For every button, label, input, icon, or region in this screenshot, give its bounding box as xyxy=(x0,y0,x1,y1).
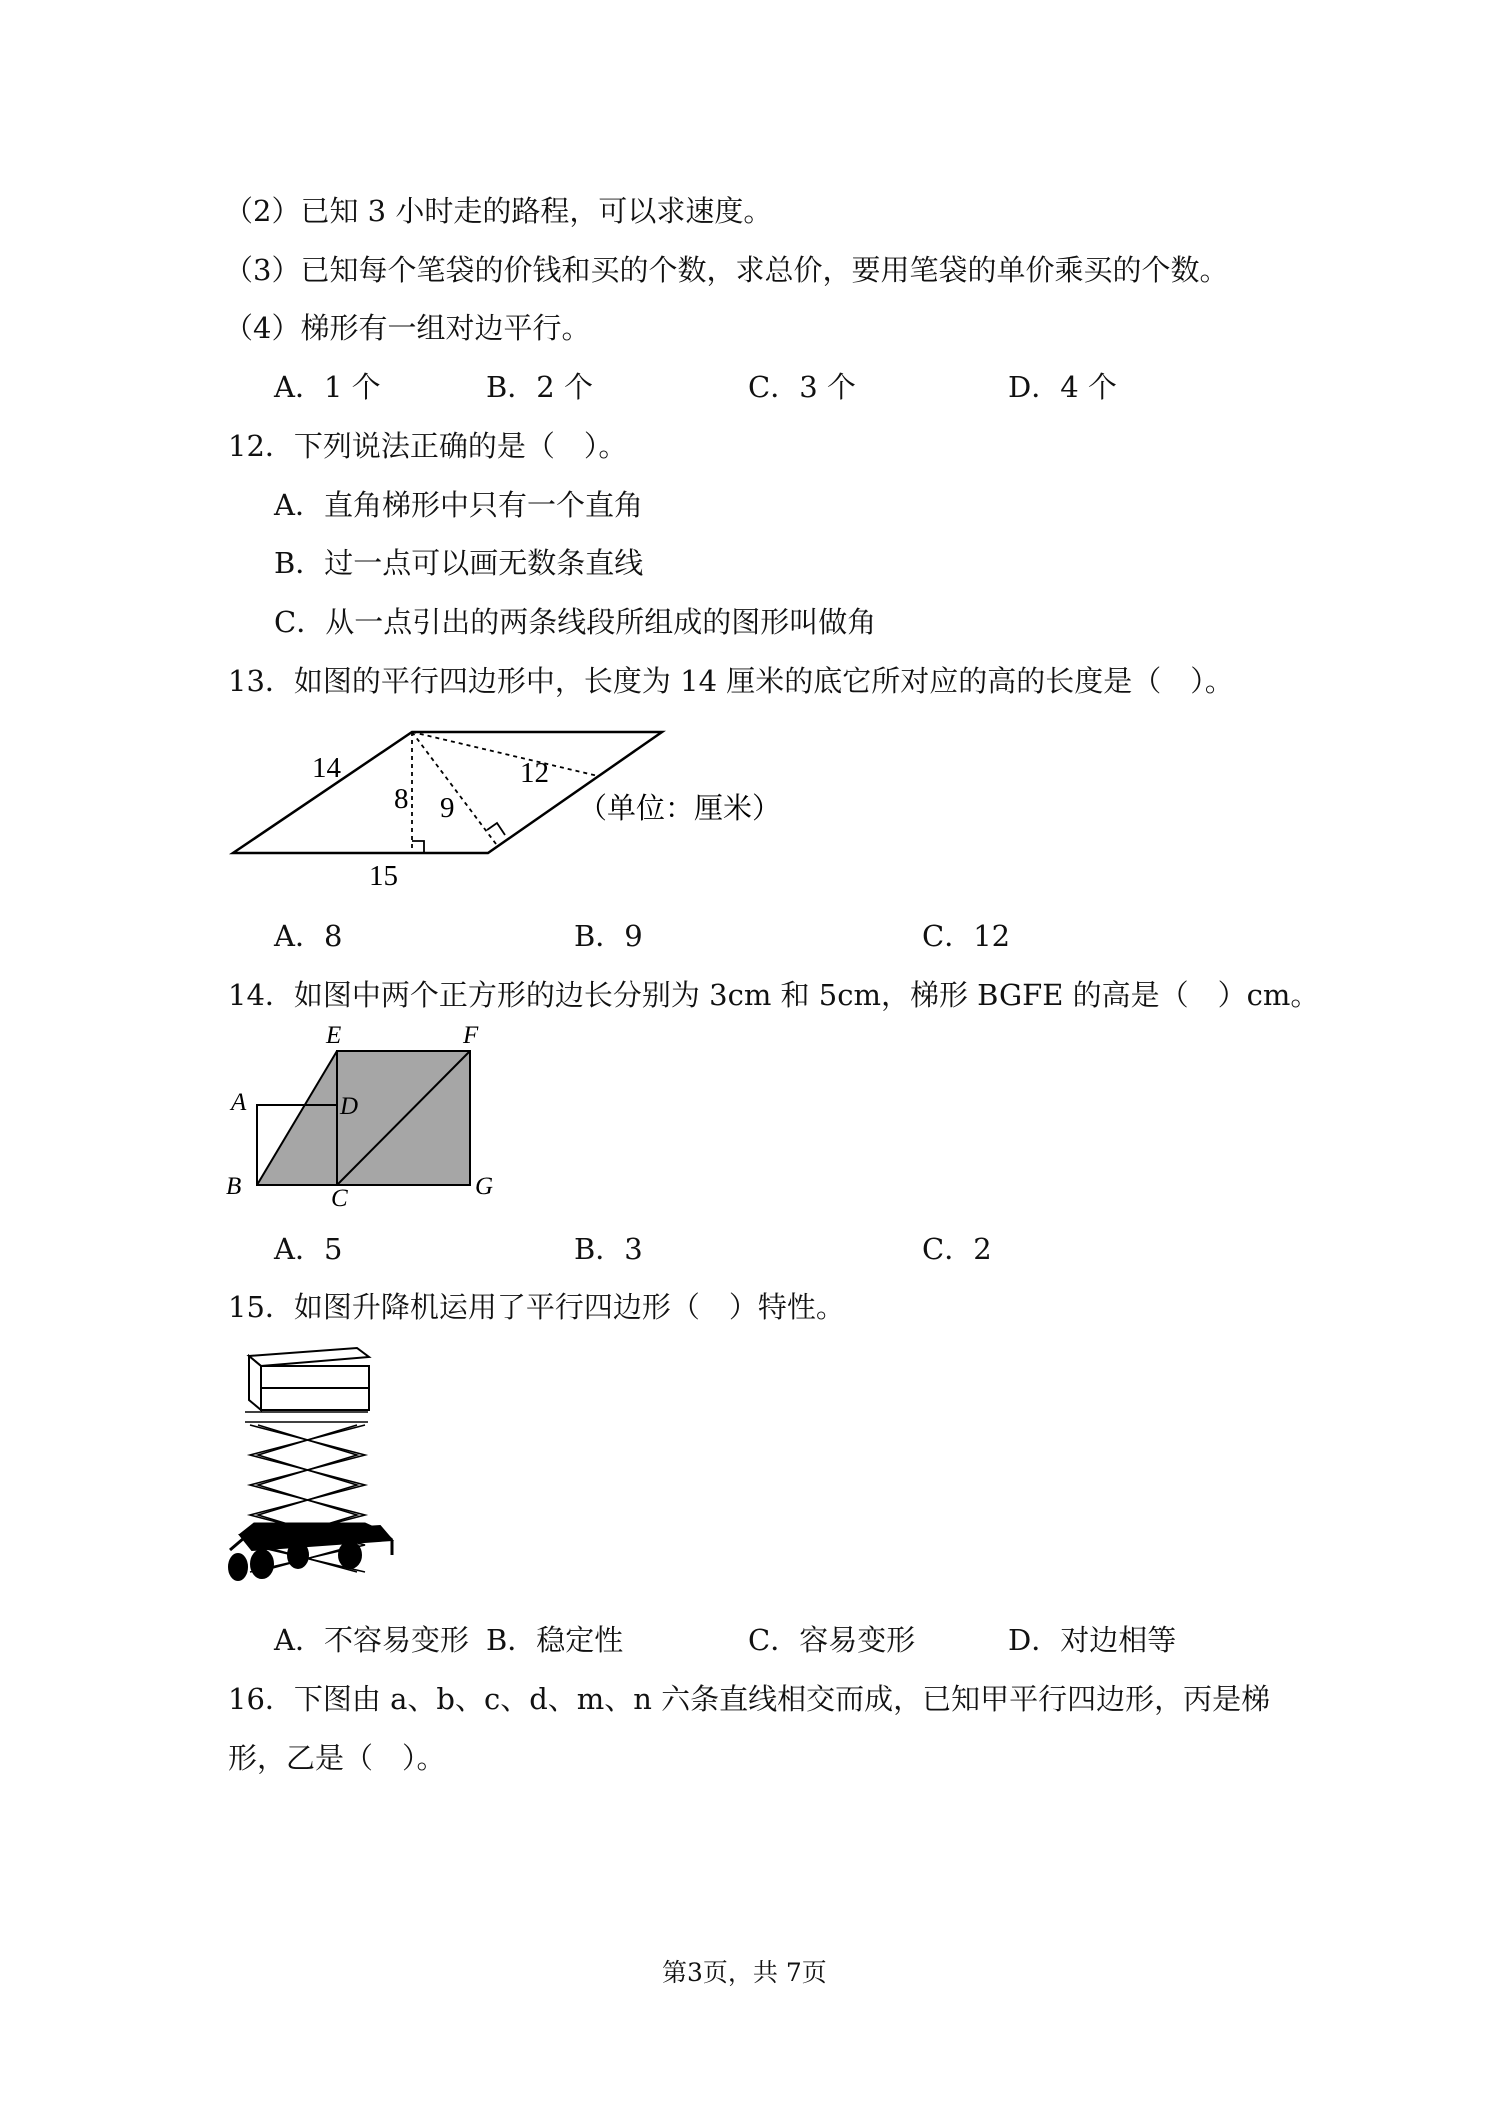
page-footer: 第3页，共 7页 xyxy=(662,1958,827,1987)
q16-stem-line1: 16．下图由 a、b、c、d、m、n 六条直线相交而成，已知甲平行四边形，丙是梯 xyxy=(228,1682,1271,1716)
q13-stem: 13．如图的平行四边形中，长度为 14 厘米的底它所对应的高的长度是（ ）。 xyxy=(228,664,1234,698)
q11-option-d: D．4 个 xyxy=(1008,370,1117,404)
q13-side-label: 14 xyxy=(312,752,341,784)
q16-stem-line2: 形，乙是（ ）。 xyxy=(228,1741,446,1775)
q15-option-b: B．稳定性 xyxy=(486,1623,624,1657)
q14-point-c: C xyxy=(331,1185,348,1212)
q15-option-a: A．不容易变形 xyxy=(274,1623,469,1657)
q14-point-f: F xyxy=(463,1022,479,1049)
q14-option-a: A．5 xyxy=(274,1232,343,1266)
q11-option-b: B．2 个 xyxy=(486,370,593,404)
q13-option-a: A．8 xyxy=(274,919,343,953)
q12-stem: 12．下列说法正确的是（ ）。 xyxy=(228,429,628,463)
q12-option-b: B．过一点可以画无数条直线 xyxy=(274,546,644,580)
q14-point-b: B xyxy=(226,1173,242,1200)
q13-unit-label: （单位：厘米） xyxy=(578,791,782,825)
q13-base-label: 15 xyxy=(369,860,398,892)
q11-option-c: C．3 个 xyxy=(748,370,856,404)
q14-point-g: G xyxy=(475,1173,494,1200)
q11-item-2: （2）已知 3 小时走的路程，可以求速度。 xyxy=(224,194,773,228)
q14-point-a: A xyxy=(231,1089,247,1116)
q12-option-c: C．从一点引出的两条线段所组成的图形叫做角 xyxy=(274,605,877,639)
q15-option-c: C．容易变形 xyxy=(748,1623,916,1657)
q14-point-e: E xyxy=(326,1022,342,1049)
q12-option-a: A．直角梯形中只有一个直角 xyxy=(274,488,643,522)
q11-item-3: （3）已知每个笔袋的价钱和买的个数，求总价，要用笔袋的单价乘买的个数。 xyxy=(224,253,1229,287)
q15-stem: 15．如图升降机运用了平行四边形（ ）特性。 xyxy=(228,1290,845,1324)
q14-option-b: B．3 xyxy=(574,1232,643,1266)
q14-point-d: D xyxy=(340,1093,359,1120)
q13-height-label: 8 xyxy=(394,783,409,815)
q13-diag-label: 12 xyxy=(520,757,549,789)
q15-option-d: D．对边相等 xyxy=(1008,1623,1177,1657)
q13-option-c: C．12 xyxy=(922,919,1011,953)
q13-height2-label: 9 xyxy=(440,792,455,824)
q11-item-4: （4）梯形有一组对边平行。 xyxy=(224,311,591,345)
q13-option-b: B．9 xyxy=(574,919,643,953)
q14-option-c: C．2 xyxy=(922,1232,992,1266)
q14-stem: 14．如图中两个正方形的边长分别为 3cm 和 5cm，梯形 BGFE 的高是（ ）cm。 xyxy=(228,978,1320,1012)
q11-option-a: A．1 个 xyxy=(274,370,381,404)
